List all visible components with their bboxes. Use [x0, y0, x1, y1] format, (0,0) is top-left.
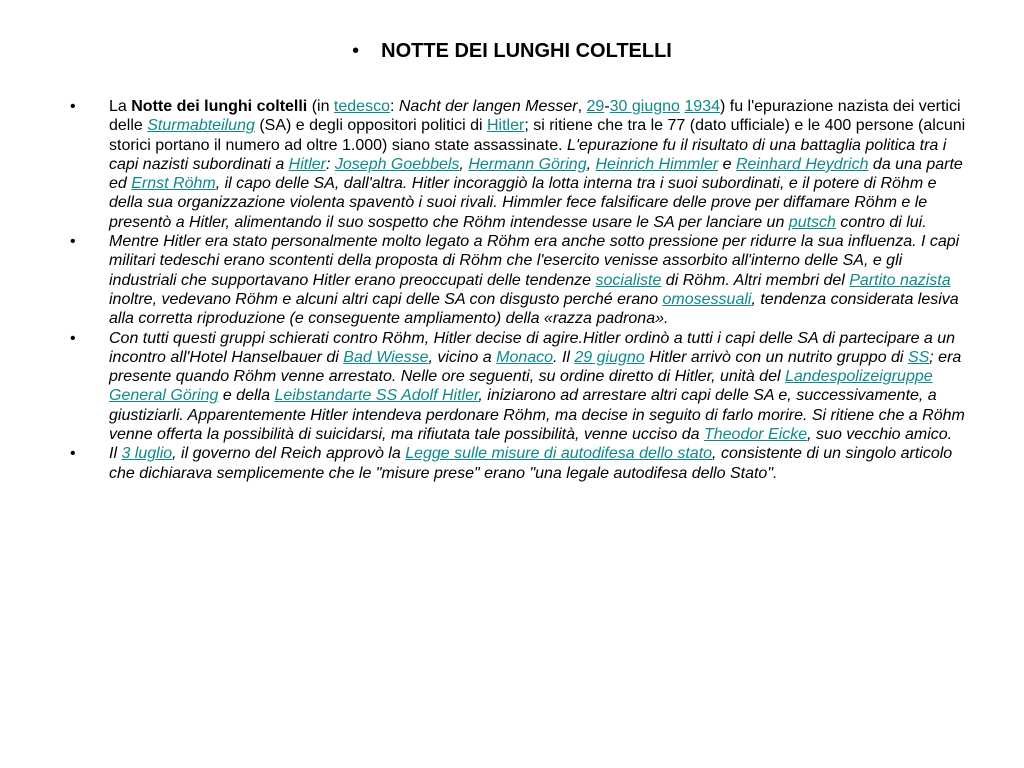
slide-title: [0, 38, 1024, 64]
paragraph-text: [109, 98, 965, 231]
hyperlink[interactable]: SS: [907, 348, 930, 366]
hyperlink[interactable]: Landespolizeigruppe General Göring: [109, 368, 933, 405]
text-run: contro di lui.: [835, 213, 927, 231]
text-run: ) fu l'epurazione nazista dei vertici delle: [109, 98, 961, 135]
text-run: , tendenza considerata lesiva alla corretta riproduzione (e conseguente ampliamento) della «razza padrona».: [109, 290, 959, 328]
text-run: . Il: [553, 348, 575, 366]
text-run: Mentre Hitler era stato personalmente molto legato a Röhm era anche sotto pressione per ridurre la sua influenza. I capi militari tedeschi erano scontenti della proposta di Röhm che l'esercito venisse assorbito all'interno delle SA, e gli industriali che supportavano Hitler erano preoccupati delle tendenze: [109, 233, 960, 289]
text-run: , consistente di un singolo articolo che dichiarava semplicemente che le "misure prese" erano "una legale autodifesa dello Stato".: [109, 445, 953, 482]
hyperlink[interactable]: Hitler: [486, 117, 525, 135]
hyperlink[interactable]: 30 giugno: [609, 98, 680, 115]
hyperlink[interactable]: Heinrich Himmler: [595, 155, 719, 173]
title-bullet: •: [352, 40, 360, 62]
hyperlink[interactable]: Monaco: [496, 348, 554, 366]
hyperlink[interactable]: Ernst Röhm: [131, 175, 216, 193]
title-text: NOTTE DEI LUNGHI COLTELLI: [381, 40, 672, 62]
hyperlink[interactable]: 29 giugno: [574, 348, 645, 366]
text-run: Nacht der langen Messer: [398, 98, 578, 115]
text-run: , vicino a: [428, 348, 497, 366]
text-run: Il: [109, 445, 122, 463]
text-run: ,: [586, 155, 596, 173]
hyperlink[interactable]: Sturmabteilung: [147, 117, 255, 135]
hyperlink[interactable]: Bad Wiesse: [343, 348, 429, 366]
hyperlink[interactable]: Hitler: [288, 155, 326, 173]
text-run: , il capo delle SA, dall'altra. Hitler incoraggiò la lotta interna tra i suoi subordinati, e il potere di Röhm e della sua organizzazione violenta spaventò i suoi rivali. Himmler fece falsificare delle prove per diffamare Röhm e le presentò a Hitler, alimentando il suo sospetto che Röhm intendesse usare le SA per lanciare un: [109, 175, 937, 231]
text-run: (SA) e degli oppositori politici di: [254, 117, 487, 135]
bullet-paragraph: [70, 232, 974, 328]
hyperlink[interactable]: socialiste: [595, 271, 662, 289]
bullet-paragraph: [70, 97, 974, 232]
text-run: e: [718, 155, 736, 173]
hyperlink[interactable]: Theodor Eicke: [703, 426, 808, 444]
text-run: ,: [459, 155, 469, 173]
text-run: , iniziarono ad arrestare altri capi delle SA e, successivamente, a giustiziarli. Apparentemente Hitler intendeva perdonare Röhm, ma decise in seguito di farlo morire. Si ritiene che a Röhm venne offerta la possibilità di suicidarsi, ma rifiutata tale possibilità, venne ucciso da: [109, 387, 965, 444]
text-run: L'epurazione fu il risultato di una battaglia politica tra i capi nazisti subordinati a: [109, 136, 947, 173]
text-run: -: [604, 98, 610, 115]
hyperlink[interactable]: Partito nazista: [849, 271, 951, 289]
paragraph-text: [109, 330, 965, 443]
hyperlink[interactable]: Leibstandarte SS Adolf Hitler: [274, 387, 479, 405]
text-run: , il governo del Reich approvò la: [172, 445, 406, 463]
text-run: , suo vecchio amico.: [807, 426, 953, 444]
text-run: e della: [218, 387, 275, 405]
text-run: ; era presente quando Röhm venne arrestato. Nelle ore seguenti, su ordine diretto di Hitler, unità del: [109, 348, 962, 386]
text-run: Con tutti questi gruppi schierati contro Röhm, Hitler decise di agire.Hitler ordinò a tutti i capi delle SA di partecipare a un incontro all'Hotel Hanselbauer di: [109, 329, 956, 366]
bullet-dot: •: [70, 233, 76, 251]
bullet-dot: •: [70, 445, 76, 463]
paragraph-text: [109, 233, 959, 327]
text-run: :: [326, 155, 335, 173]
text-run: :: [389, 98, 399, 115]
hyperlink[interactable]: Hermann Göring: [468, 155, 587, 173]
text-run: inoltre, vedevano Röhm e alcuni altri capi delle SA con disgusto perché erano: [109, 290, 663, 308]
hyperlink[interactable]: Reinhard Heydrich: [735, 155, 869, 173]
text-run: La: [109, 98, 132, 115]
bullet-list: [70, 97, 974, 483]
bullet-dot: •: [70, 329, 76, 347]
hyperlink[interactable]: 1934: [684, 98, 720, 115]
text-run: di Röhm. Altri membri del: [661, 271, 850, 289]
hyperlink[interactable]: 3 luglio: [121, 445, 173, 463]
bullet-paragraph: [70, 444, 974, 483]
hyperlink[interactable]: tedesco: [333, 98, 390, 115]
text-run: Hitler arrivò con un nutrito gruppo di: [644, 348, 908, 366]
text-run: ,: [577, 98, 587, 115]
bullet-dot: •: [70, 98, 76, 115]
bullet-paragraph: [70, 329, 974, 445]
hyperlink[interactable]: 29: [586, 98, 605, 115]
hyperlink[interactable]: Legge sulle misure di autodifesa dello stato: [405, 445, 713, 463]
paragraph-text: [109, 445, 952, 481]
text-run: ; si ritiene che tra le 77 (dato ufficiale) e le 400 persone (alcuni storici portano il numero ad oltre 1.000) siano state assassinate.: [109, 117, 966, 154]
text-run: da una parte ed: [109, 155, 963, 193]
hyperlink[interactable]: putsch: [788, 213, 836, 231]
hyperlink[interactable]: omosessuali: [662, 290, 752, 308]
text-run: Notte dei lunghi coltelli: [131, 98, 308, 115]
hyperlink[interactable]: Joseph Goebbels: [334, 155, 460, 173]
text-run: (in: [307, 98, 334, 115]
